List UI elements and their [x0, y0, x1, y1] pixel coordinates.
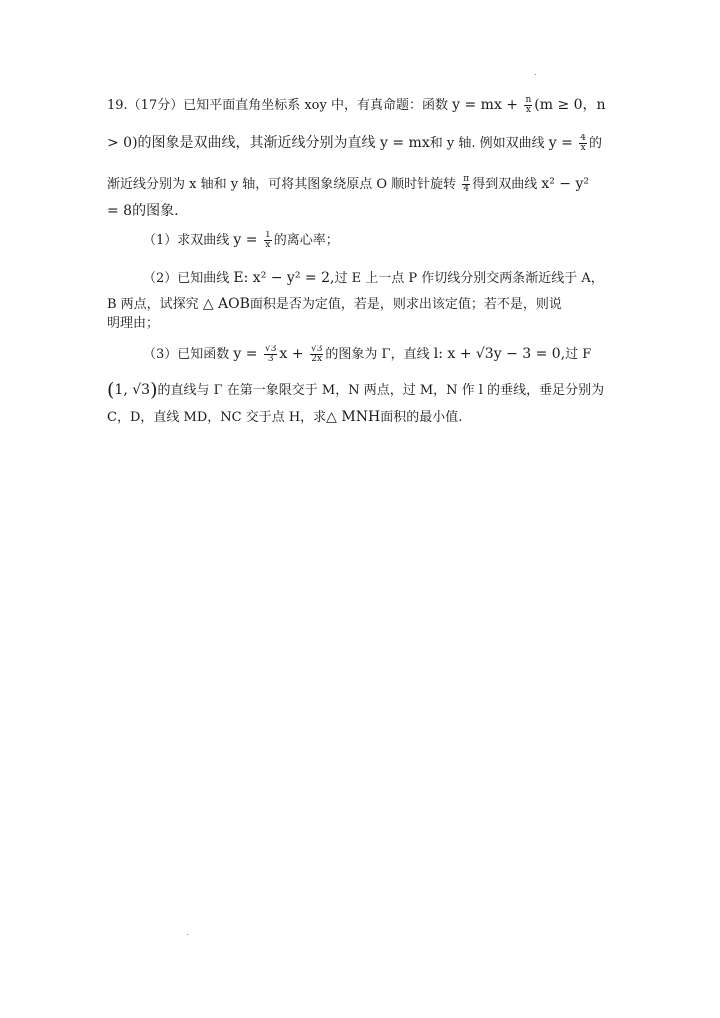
part-1-eq: y = — [233, 232, 262, 248]
problem-line-2d: 的 — [589, 136, 603, 151]
part-2-line-3: 明理由； — [107, 316, 160, 331]
part-3-line-1: （3）已知函数 y = $\frac{√3}{3}$ x + $\frac{√3}{2x}$ 的图象为 Γ，直线 l: x + √3y − 3 = 0,过 F — [143, 345, 592, 364]
fraction-pi-over-4: $\frac{\pi}{4}$ — [463, 175, 470, 194]
asymptote-eq: y = mx — [380, 135, 430, 151]
fraction-1-over-x: $\frac{1}{x}$ — [264, 231, 271, 250]
part-3-line-3: C，D，直线 MD，NC 交于点 H，求△ MNH面积的最小值. — [107, 409, 463, 425]
rotated-hyperbola-eq: x² − y² — [541, 176, 589, 192]
problem-line-2a: > 0)的图象是双曲线，其渐近线分别为直线 — [107, 135, 380, 151]
problem-line-4: = 8的图象. — [107, 203, 179, 219]
point-f-coords: 1, √3 — [114, 382, 151, 398]
bottom-mark: . — [186, 928, 189, 937]
fraction-sqrt3-over-3: $\frac{√3}{3}$ — [264, 345, 277, 364]
problem-head: 19.（17分）已知平面直角坐标系 xoy 中，有真命题：函数 — [107, 98, 453, 113]
triangle-mnh: △ MNH — [326, 409, 381, 425]
function-eq: y = mx + — [452, 97, 523, 113]
function-condition: (m ≥ 0，n — [534, 97, 606, 113]
part-1-label: （1）求双曲线 — [143, 233, 234, 248]
problem-line-2 — [107, 134, 615, 153]
problem-line-2c: 和 y 轴. 例如双曲线 — [429, 136, 549, 151]
part-1 — [107, 231, 651, 250]
part-2-line-1: （2）已知曲线 E: x² − y² = 2,过 E 上一点 P 作切线分别交两条渐近线于 A， — [143, 270, 604, 286]
top-mark: . — [534, 68, 537, 77]
part-3-line-2: (1, √3)的直线与 Γ 在第一象限交于 M，N 两点，过 M，N 作 l 的垂线，垂足分别为 — [107, 381, 605, 400]
line-l-eq: l: x + √3y − 3 = 0, — [433, 346, 566, 362]
problem-line-3a: 渐近线分别为 x 轴和 y 轴，可将其图象绕原点 O 顺时针旋转 — [107, 177, 461, 192]
problem-line-3 — [107, 175, 615, 194]
triangle-aob: △ AOB — [202, 296, 250, 312]
fraction-4-over-x: $\frac{4}{x}$ — [580, 134, 587, 153]
part-1-question: 的离心率； — [273, 233, 339, 248]
problem-line-1 — [107, 96, 615, 115]
fraction-n-over-x: $\frac{n}{x}$ — [525, 96, 532, 115]
part-2-line-2: B 两点，试探究 △ AOB面积是否为定值，若是，则求出该定值；若不是，则说 — [107, 296, 562, 312]
fraction-sqrt3-over-2x: $\frac{√3}{2x}$ — [310, 345, 323, 364]
curve-e-eq: E: x² − y² = 2, — [233, 270, 335, 286]
example-eq: y = — [548, 135, 578, 151]
problem-line-3b: 得到双曲线 — [472, 177, 542, 192]
